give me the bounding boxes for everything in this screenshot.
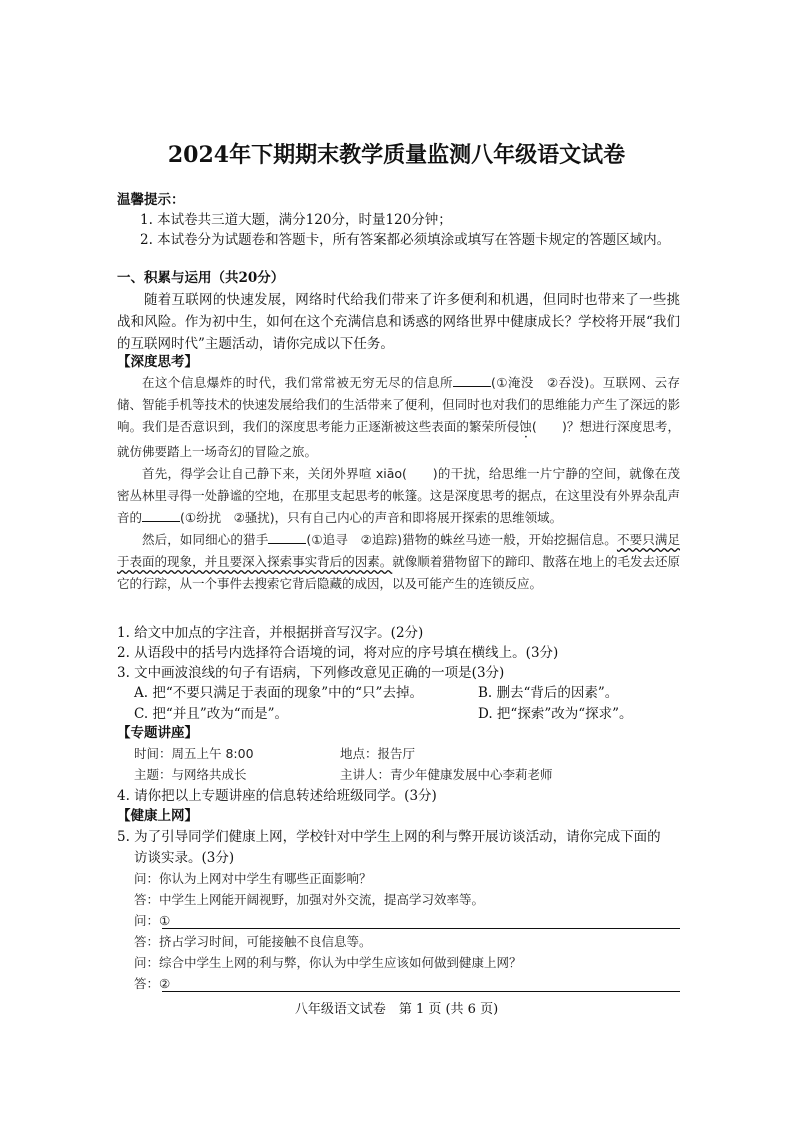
question-3-option-d: D. 把“探索”改为“探求”。 <box>478 706 633 722</box>
section-heading: 一、积累与运用（共20分） <box>117 270 285 286</box>
question-3-option-a: A. 把“不要只满足于表面的现象”中的“只”去掉。 <box>134 685 423 701</box>
interview-question-3: 问：综合中学生上网的利与弊，你认为中学生应该如何做到健康上网？ <box>134 955 522 970</box>
interview-answer-2: 答：挤占学习时间，可能接触不良信息等。 <box>134 934 372 949</box>
answer-blank-3 <box>268 529 306 544</box>
question-3-option-b: B. 删去“背后的因素”。 <box>478 685 619 701</box>
page-title: 2024年下期期末教学质量监测八年级语文试卷 <box>167 142 626 168</box>
answer-blank-2 <box>142 507 180 522</box>
answer-line-1[interactable] <box>162 928 680 929</box>
lecture-topic: 主题：与网络共成长 <box>134 767 247 782</box>
lecture-time: 时间：周五上午 8:00 <box>134 746 254 761</box>
passage-paragraph-2: 首先，得学会让自己静下来，关闭外界喧 xiāo( )的干扰，给思维一片宁静的空间，就像在茂密丛林里寻得一处静谧的空地，在那里支起思考的帐篷。这是深度思考的据点，在这里没有外界杂乱声音的 (①纷扰 ②骚扰)，只有自己内心的声音和即将展开探索的思维领域。 <box>117 466 680 525</box>
interview-answer-1: 答：中学生上网能开阔视野，加强对外交流，提高学习效率等。 <box>134 892 485 907</box>
question-1: 1. 给文中加点的字注音，并根据拼音写汉字。(2分) <box>117 625 424 641</box>
interview-question-2: 问：① <box>134 913 171 928</box>
answer-line-2[interactable] <box>162 991 680 992</box>
question-3: 3. 文中画波浪线的句子有语病，下列修改意见正确的一项是(3分) <box>117 665 505 681</box>
answer-blank-1 <box>453 372 491 387</box>
dotted-character: 蚀 <box>519 419 532 434</box>
notice-item-2: 2. 本试卷分为试题卷和答题卡，所有答案都必须填涂或填写在答题卡规定的答题区域内。 <box>140 232 671 248</box>
page-footer: 八年级语文试卷 第 1 页 (共 6 页) <box>294 1002 499 1017</box>
question-2: 2. 从语段中的括号内选择符合语境的词，将对应的序号填在横线上。(3分) <box>117 645 559 661</box>
question-5-continued: 访谈实录。(3分) <box>134 850 235 866</box>
healthy-internet-label: 【健康上网】 <box>117 808 198 824</box>
question-5: 5. 为了引导同学们健康上网，学校针对中学生上网的利与弊开展访谈活动，请你完成下面的 <box>117 829 661 845</box>
question-3-option-c: C. 把“并且”改为“而是”。 <box>134 706 289 722</box>
section-intro: 随着互联网的快速发展，网络时代给我们带来了许多便利和机遇，但同时也带来了一些挑战和风险。作为初中生，如何在这个充满信息和诱惑的网络世界中健康成长？学校将开展“我们的互联网时代”主题活动，请你完成以下任务。 <box>117 292 680 352</box>
interview-question-1: 问：你认为上网对中学生有哪些正面影响？ <box>134 871 372 886</box>
lecture-speaker: 主讲人：青少年健康发展中心李莉老师 <box>340 767 553 782</box>
lecture-label: 【专题讲座】 <box>117 725 198 741</box>
notice-heading: 温馨提示： <box>117 192 185 208</box>
interview-answer-3: 答：② <box>134 976 171 991</box>
lecture-place: 地点：报告厅 <box>340 746 416 761</box>
deep-thinking-label: 【深度思考】 <box>117 354 198 370</box>
passage-paragraph-1: 在这个信息爆炸的时代，我们常常被无穷无尽的信息所 (①淹没 ②吞没)。互联网、云存储、智能手机等技术的快速发展给我们的生活带来了便利，但同时也对我们的思维能力产生了深远的影响。我们是否意识到，我们的深度思考能力正逐渐被这些表面的繁荣所侵蚀( )？想进行深度思考，就仿佛要踏上一场奇幻的冒险之旅。 <box>117 372 680 463</box>
passage-paragraph-3: 然后，如同细心的猎手 (①追寻 ②追踪)猎物的蛛丝马迹一般，开始挖掘信息。不要只满足于表面的现象，并且要深入探索事实背后的因素。就像顺着猎物留下的蹄印、散落在地上的毛发去还原它的行踪，从一个事件去搜索它背后隐藏的成因，以及可能产生的连锁反应。 <box>117 529 680 595</box>
deep-thinking-passage <box>117 372 680 595</box>
question-4: 4. 请你把以上专题讲座的信息转述给班级同学。(3分) <box>117 788 437 804</box>
wavy-underlined-sentence: 不要只满足于表面的现象，并且要深入探索事实背后的因素。 <box>117 532 680 569</box>
notice-item-1: 1. 本试卷共三道大题，满分120分，时量120分钟； <box>140 212 452 228</box>
